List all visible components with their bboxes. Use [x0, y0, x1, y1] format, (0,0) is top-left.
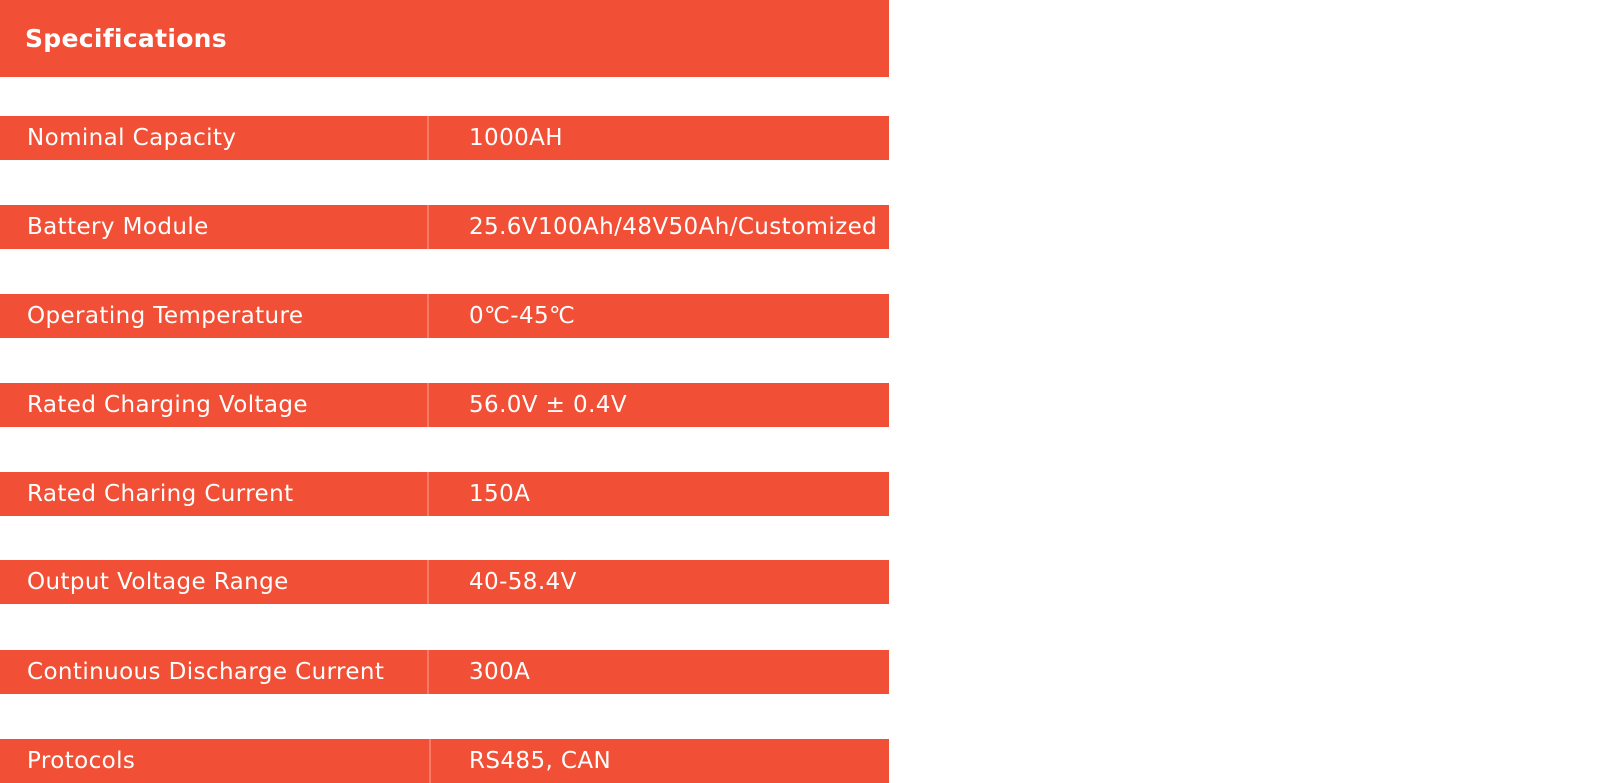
spec-label: Protocols [27, 748, 136, 774]
spec-row-battery-module [0, 205, 889, 249]
spec-label: Nominal Capacity [27, 125, 237, 151]
spec-row-nominal-capacity [0, 116, 889, 160]
spec-row-rated-charing-current [0, 472, 889, 516]
column-divider [427, 294, 429, 338]
column-divider [427, 472, 429, 516]
column-divider [427, 383, 429, 427]
spec-value: RS485, CAN [469, 748, 612, 774]
spec-label: Rated Charing Current [27, 481, 294, 507]
spec-value: 150A [469, 481, 531, 507]
spec-label: Rated Charging Voltage [27, 392, 308, 418]
spec-label: Operating Temperature [27, 303, 304, 329]
column-divider [427, 560, 429, 604]
column-divider [429, 739, 431, 783]
spec-value: 0℃-45℃ [469, 303, 576, 329]
spec-label: Battery Module [27, 214, 209, 240]
spec-row-protocols [0, 739, 889, 783]
spec-label: Output Voltage Range [27, 569, 289, 595]
column-divider [427, 205, 429, 249]
spec-row-rated-charging-voltage [0, 383, 889, 427]
spec-value: 40-58.4V [469, 569, 577, 595]
column-divider [427, 116, 429, 160]
spec-value: 56.0V ± 0.4V [469, 392, 627, 418]
column-divider [427, 650, 429, 694]
specifications-header [0, 0, 889, 77]
spec-row-output-voltage-range [0, 560, 889, 604]
page-title: Specifications [25, 24, 227, 53]
spec-value: 300A [469, 659, 531, 685]
spec-value: 25.6V100Ah/48V50Ah/Customized [469, 214, 878, 240]
spec-row-operating-temperature [0, 294, 889, 338]
spec-label: Continuous Discharge Current [27, 659, 385, 685]
spec-row-continuous-discharge-current [0, 650, 889, 694]
spec-value: 1000AH [469, 125, 563, 151]
